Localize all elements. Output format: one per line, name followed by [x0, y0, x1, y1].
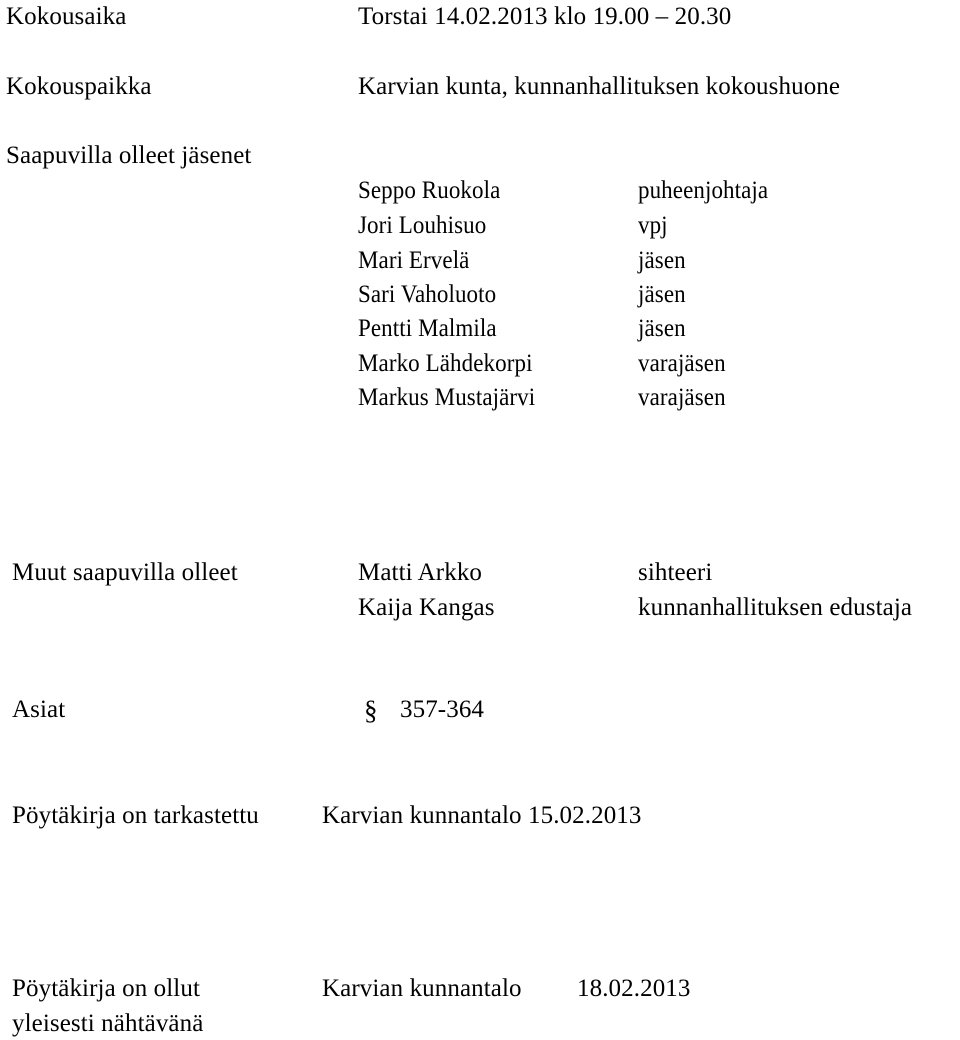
- member-name: Seppo Ruokola: [358, 177, 501, 204]
- member-name: Markus Mustajärvi: [358, 384, 536, 411]
- meeting-place-value: Karvian kunta, kunnanhallituksen kokoushuone: [358, 73, 841, 100]
- meeting-time-value: Torstai 14.02.2013 klo 19.00 – 20.30: [358, 3, 732, 30]
- member-role: jäsen: [638, 315, 686, 342]
- section-sign: §: [364, 695, 378, 725]
- public-date: 18.02.2013: [577, 975, 691, 1002]
- member-name: Mari Ervelä: [358, 247, 470, 274]
- matters-value: 357-364: [400, 696, 485, 723]
- member-name: Pentti Malmila: [358, 315, 497, 342]
- matters-label: Asiat: [12, 696, 66, 723]
- checked-label: Pöytäkirja on tarkastettu: [12, 802, 259, 829]
- member-name: Marko Lähdekorpi: [358, 350, 533, 377]
- other-role: sihteeri: [638, 559, 713, 586]
- member-role: varajäsen: [638, 384, 726, 411]
- members-label: Saapuvilla olleet jäsenet: [6, 142, 252, 169]
- other-role: kunnanhallituksen edustaja: [638, 594, 913, 621]
- other-name: Kaija Kangas: [358, 594, 495, 621]
- member-name: Jori Louhisuo: [358, 212, 487, 239]
- other-name: Matti Arkko: [358, 559, 483, 586]
- member-name: Sari Vaholuoto: [358, 281, 497, 308]
- others-label: Muut saapuvilla olleet: [12, 559, 238, 586]
- member-role: jäsen: [638, 281, 686, 308]
- member-role: vpj: [638, 212, 668, 239]
- member-role: puheenjohtaja: [638, 177, 769, 204]
- public-place: Karvian kunnantalo: [322, 975, 522, 1002]
- member-role: jäsen: [638, 247, 686, 274]
- public-label-line1: Pöytäkirja on ollut: [12, 975, 200, 1002]
- public-label-line2: yleisesti nähtävänä: [12, 1010, 204, 1037]
- member-role: varajäsen: [638, 350, 726, 377]
- meeting-place-label: Kokouspaikka: [6, 73, 152, 100]
- checked-value: Karvian kunnantalo 15.02.2013: [322, 802, 642, 829]
- meeting-time-label: Kokousaika: [6, 3, 127, 30]
